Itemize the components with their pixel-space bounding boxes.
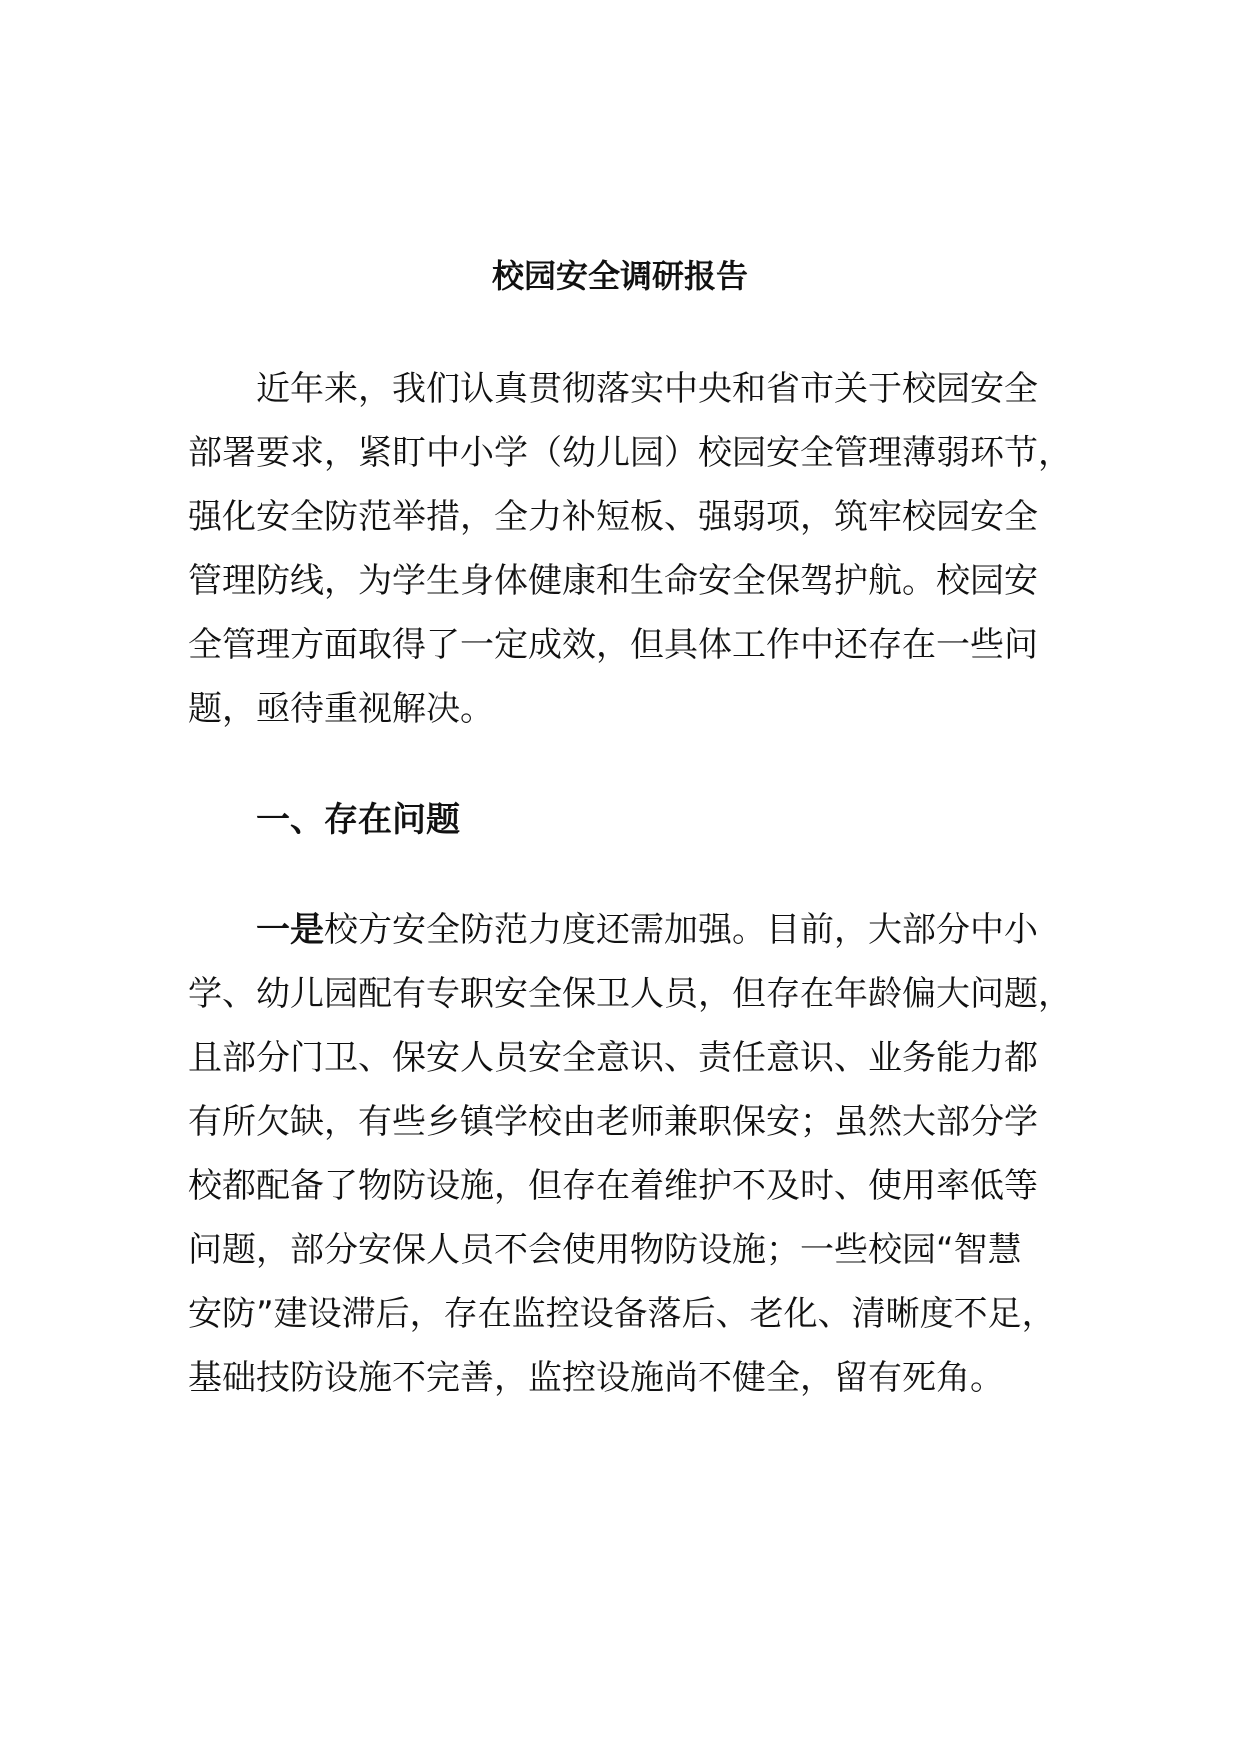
point-one-lead: 一是 [256,910,324,950]
intro-line: 强化安全防范举措，全力补短板、强弱项，筑牢校园安全 [188,497,1038,537]
point-one-line: 有所欠缺，有些乡镇学校由老师兼职保安；虽然大部分学 [188,1102,1038,1142]
section-heading: 一、存在问题 [256,800,460,840]
intro-line: 全管理方面取得了一定成效，但具体工作中还存在一些问 [188,625,1038,665]
intro-line: 近年来，我们认真贯彻落实中央和省市关于校园安全 [256,369,1038,409]
document-title: 校园安全调研报告 [491,257,748,295]
point-one-line: 且部分门卫、保安人员安全意识、责任意识、业务能力都 [188,1038,1038,1078]
point-one-line: 问题，部分安保人员不会使用物防设施；一些校园“智慧 [188,1230,1022,1270]
point-one-line: 安防”建设滞后，存在监控设备落后、老化、清晰度不足， [188,1294,1056,1334]
intro-line: 题，亟待重视解决。 [188,689,494,729]
intro-line: 部署要求，紧盯中小学（幼儿园）校园安全管理薄弱环节， [188,433,1072,473]
point-one-line: 基础技防设施不完善，监控设施尚不健全，留有死角。 [188,1358,1004,1398]
point-one-first-line-text: 校方安全防范力度还需加强。目前，大部分中小 [324,910,1038,950]
point-one-line: 校都配备了物防设施，但存在着维护不及时、使用率低等 [188,1166,1038,1206]
point-one-first-line [256,906,1038,954]
intro-line: 管理防线，为学生身体健康和生命安全保驾护航。校园安 [188,561,1038,601]
point-one-line: 学、幼儿园配有专职安全保卫人员，但存在年龄偏大问题， [188,974,1072,1014]
